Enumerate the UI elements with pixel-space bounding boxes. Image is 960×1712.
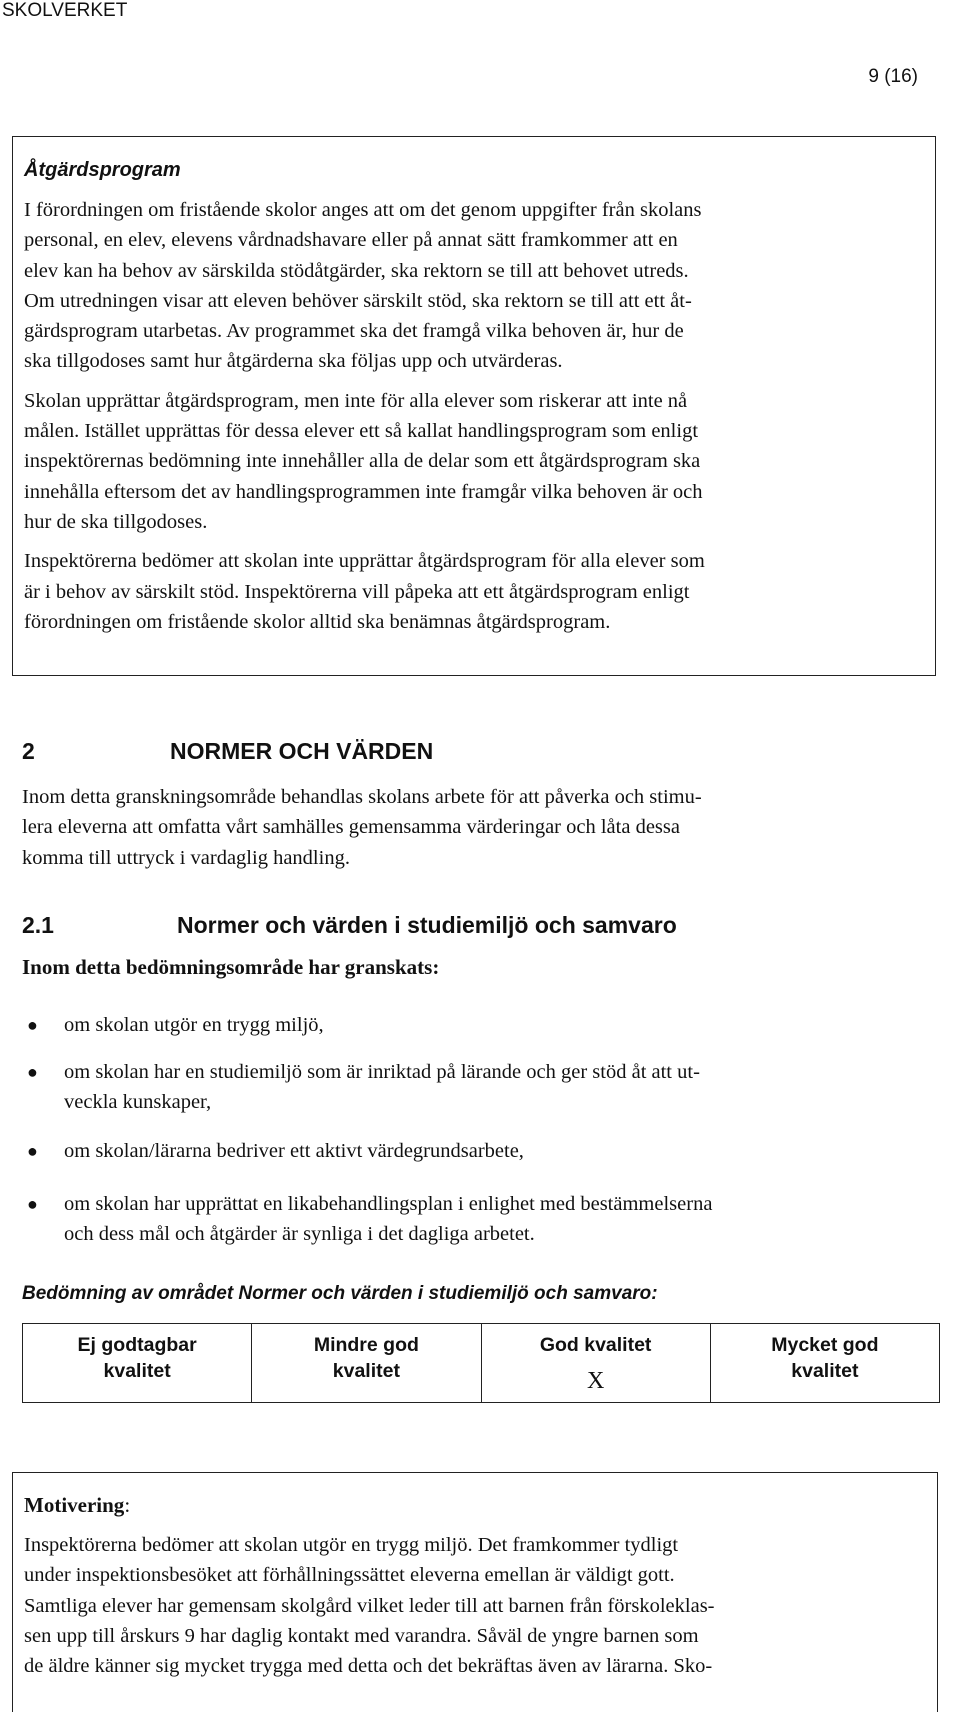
section-title: NORMER OCH VÄRDEN [170, 738, 434, 764]
bullet-icon: ● [27, 1015, 38, 1035]
text-line: Samtliga elever har gemensam skolgård vilket leder till att barnen från förskoleklas- [24, 1594, 715, 1617]
motivation-text [24, 1530, 927, 1681]
grade-cell-not-acceptable [23, 1324, 252, 1403]
grade-label: God kvalitet [539, 1334, 652, 1356]
text-line: komma till uttryck i vardaglig handling. [22, 846, 350, 869]
grade-label: kvalitet [791, 1360, 859, 1382]
grade-label: kvalitet [103, 1360, 171, 1382]
grade-mark: X [586, 1368, 605, 1394]
grade-cell-less-good [252, 1324, 481, 1403]
review-subheading: Inom detta bedömningsområde har granskats: [22, 955, 440, 979]
text-line: är i behov av särskilt stöd. Inspektörerna vill påpeka att ett åtgärdsprogram enligt [24, 580, 690, 603]
motivation-colon: : [124, 1493, 131, 1517]
text-line: elev kan ha behov av särskilda stödåtgärder, ska rektorn se till att behovet utreds. [24, 259, 689, 282]
bullet-icon: ● [27, 1062, 38, 1082]
bullet-icon: ● [27, 1141, 38, 1161]
text-line: under inspektionsbesöket att förhållningssättet eleverna emellan är väldigt gott. [24, 1564, 675, 1587]
bullet-icon: ● [27, 1194, 38, 1214]
text-line: lera eleverna att omfatta vårt samhälles gemensamma värderingar och låta dessa [22, 816, 680, 839]
grade-label: kvalitet [332, 1360, 400, 1382]
grade-label: Mindre god [313, 1334, 419, 1356]
motivation-label [24, 1493, 927, 1518]
section-number: 2.1 [22, 912, 54, 938]
assessment-title: Bedömning av området Normer och värden i studiemiljö och samvaro: [22, 1283, 658, 1304]
text-line: veckla kunskaper, [64, 1091, 212, 1114]
box-heading: Åtgärdsprogram [24, 159, 181, 181]
text-line: personal, en elev, elevens vårdnadshavare eller på annat sätt framkommer att en [24, 229, 678, 252]
text-line: innehålla eftersom det av handlingsprogrammen inte framgår vilka behoven är och [24, 480, 703, 503]
text-line: om skolan utgör en trygg miljö, [64, 1014, 324, 1036]
text-line: målen. Istället upprättas för dessa elever ett så kallat handlingsprogram som enligt [24, 420, 699, 443]
section-2-heading [22, 738, 922, 768]
text-line: hur de ska tillgodoses. [24, 510, 208, 533]
grade-label: Ej godtagbar [77, 1334, 197, 1356]
grade-cell-very-good [710, 1324, 939, 1403]
section-number: 2 [22, 738, 35, 764]
box-paragraph-2 [24, 386, 925, 537]
text-line: om skolan/lärarna bedriver ett aktivt värdegrundsarbete, [64, 1140, 524, 1162]
text-line: och dess mål och åtgärder är synliga i det dagliga arbetet. [64, 1223, 535, 1246]
text-line: sen upp till årskurs 9 har daglig kontakt med varandra. Såväl de yngre barnen som [24, 1624, 699, 1647]
box-paragraph-1 [24, 195, 925, 377]
text-line: Skolan upprättar åtgärdsprogram, men inte för alla elever som riskerar att inte nå [24, 389, 688, 412]
text-line: förordningen om fristående skolor alltid ska benämnas åtgärdsprogram. [24, 610, 611, 633]
text-line: Inspektörerna bedömer att skolan utgör en trygg miljö. Det framkommer tydligt [24, 1534, 679, 1556]
box-paragraph-3 [24, 546, 925, 637]
text-line: de äldre känner sig mycket trygga med detta och det bekräftas även av lärarna. Sko- [24, 1655, 713, 1678]
text-line: Inspektörerna bedömer att skolan inte upprättar åtgärdsprogram för alla elever som [24, 550, 705, 573]
grade-cell-good [481, 1324, 710, 1403]
text-line: om skolan har upprättat en likabehandlingsplan i enlighet med bestämmelserna [64, 1193, 713, 1215]
action-program-box [12, 136, 936, 676]
section-2-1-heading [22, 912, 922, 942]
text-line: ska tillgodoses samt hur åtgärderna ska följas upp och utvärderas. [24, 350, 563, 373]
grade-label: Mycket god [771, 1334, 879, 1356]
page-number: 9 (16) [868, 66, 918, 87]
text-line: om skolan har en studiemiljö som är inriktad på lärande och ger stöd åt att ut- [64, 1061, 700, 1083]
text-line: gärdsprogram utarbetas. Av programmet ska det framgå vilka behoven är, hur de [24, 320, 684, 343]
org-name: SKOLVERKET [2, 0, 128, 21]
motivation-label-text: Motivering [24, 1493, 125, 1517]
text-line: Om utredningen visar att eleven behöver särskilt stöd, ska rektorn se till att ett åt- [24, 289, 692, 312]
text-line: Inom detta granskningsområde behandlas skolans arbete för att påverka och stimu- [22, 786, 702, 808]
motivation-box [12, 1472, 938, 1712]
grade-table [22, 1323, 940, 1403]
section-2-intro [22, 782, 702, 873]
section-title: Normer och värden i studiemiljö och samvaro [177, 912, 677, 938]
text-line: I förordningen om fristående skolor anges att om det genom uppgifter från skolans [24, 199, 702, 221]
text-line: inspektörernas bedömning inte innehåller alla de delar som ett åtgärdsprogram ska [24, 450, 701, 473]
